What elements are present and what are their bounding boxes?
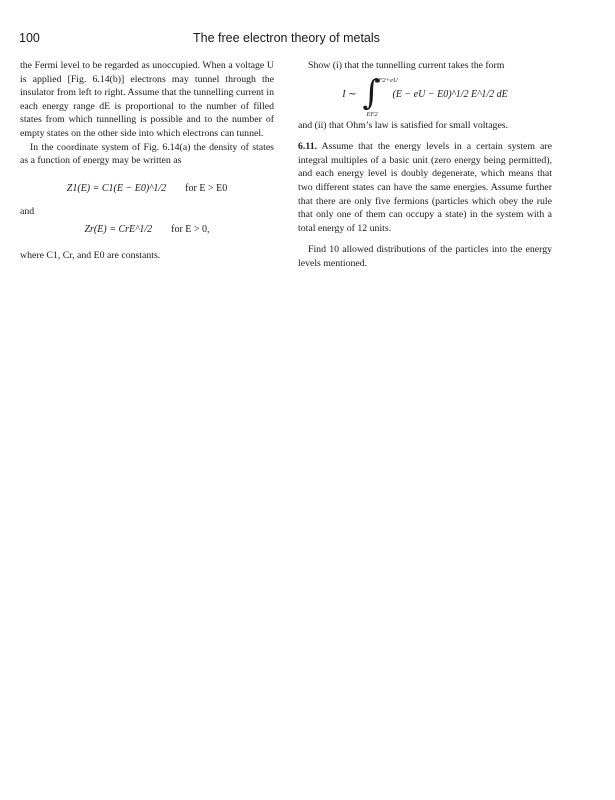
left-column <box>20 59 274 262</box>
equation-z1-condition: for E > E0 <box>185 182 228 194</box>
page-number: 100 <box>19 31 40 45</box>
problem-6-11 <box>298 140 552 235</box>
integral-upper-limit: EF2+eU <box>374 76 398 84</box>
equation-zr-expression: Zr(E) = CrE^1/2 <box>84 223 153 235</box>
running-header <box>19 31 599 45</box>
paragraph-density-of-states: In the coordinate system of Fig. 6.14(a) the density of states as a function of energy may be written as <box>20 141 274 167</box>
paragraph-constants: where C1, Cr, and E0 are constants. <box>20 249 161 261</box>
integral-lower-limit: EF2 <box>366 110 378 118</box>
integral-lhs: I ∼ <box>342 88 357 100</box>
equation-tunnelling-current <box>298 72 552 118</box>
equation-zr-condition: for E > 0, <box>171 223 210 235</box>
integral-sign: ∫ EF2+eU EF2 <box>360 77 388 113</box>
right-column <box>298 59 552 271</box>
paragraph-find-distributions: Find 10 allowed distributions of the particles into the energy levels mentioned. <box>298 244 552 269</box>
running-title: The free electron theory of metals <box>193 31 380 45</box>
equation-z1 <box>20 182 274 196</box>
paragraph-ohms-law: and (ii) that Ohm’s law is satisfied for small voltages. <box>298 119 509 131</box>
paragraph-tunnelling: the Fermi level to be regarded as unoccupied. When a voltage U is applied [Fig. 6.14(b)] electrons may tunnel through the insulator from left to right. Assume that the tunnelling current in each energy range dE is proportional to the number of filled states from which tunnelling is possible and to the number of empty states on the other side into which electrons can tunnel. <box>20 60 274 139</box>
problem-text: Assume that the energy levels in a certain system are integral multiples of a basic unit (zero energy being permitted), and each energy level is doubly degenerate, which means that two different states can have the same energies. Assume further that there are only five fermions (particles which obey the rule that only one of them can occupy a state) in the system with a total energy of 12 units. <box>298 141 552 234</box>
equation-z1-expression: Z1(E) = C1(E − E0)^1/2 <box>66 182 167 194</box>
and-text: and <box>20 206 35 218</box>
problem-number: 6.11. <box>298 141 318 153</box>
paragraph-show-tunnelling: Show (i) that the tunnelling current takes the form <box>308 60 505 71</box>
equation-zr <box>20 223 274 237</box>
integrand: (E − eU − E0)^1/2 E^1/2 dE <box>392 88 508 100</box>
